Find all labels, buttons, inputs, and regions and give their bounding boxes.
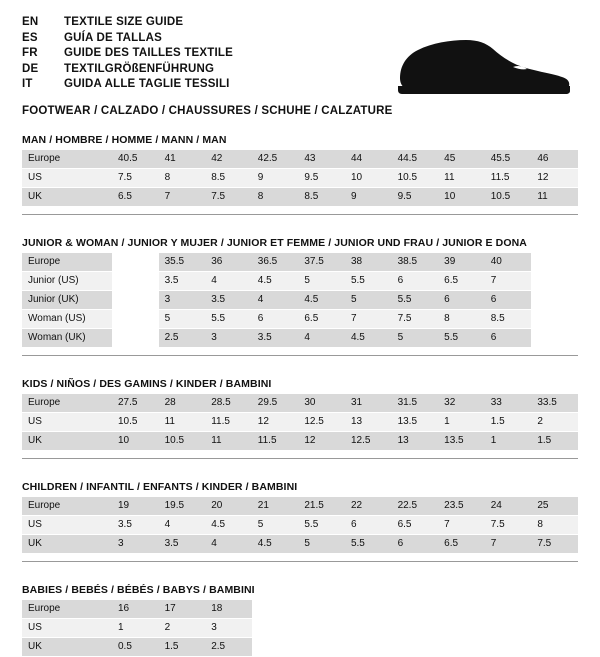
- document-header: [22, 16, 578, 117]
- cell: 7: [485, 535, 532, 554]
- cell: 10: [438, 188, 485, 207]
- cell: 11.5: [205, 413, 252, 432]
- cell: 27.5: [112, 394, 159, 413]
- cell: [345, 619, 392, 638]
- row-label: US: [22, 413, 112, 432]
- cell: 4: [298, 329, 345, 348]
- cell: [531, 329, 578, 348]
- cell: 3: [112, 535, 159, 554]
- language-code-it: IT: [22, 78, 33, 90]
- cell: 8.5: [485, 310, 532, 329]
- language-title-table: [22, 16, 233, 94]
- cell: 6: [252, 310, 299, 329]
- cell: 3: [205, 619, 252, 638]
- cell: 1: [112, 619, 159, 638]
- cell: 6.5: [438, 535, 485, 554]
- cell: 46: [531, 150, 578, 169]
- cell: 4: [205, 535, 252, 554]
- cell: 3.5: [159, 272, 206, 291]
- cell: 5: [252, 516, 299, 535]
- cell: 10.5: [112, 413, 159, 432]
- cell: 4.5: [345, 329, 392, 348]
- cell: [531, 272, 578, 291]
- cell: 13: [345, 413, 392, 432]
- table-row: [22, 432, 578, 451]
- cell: 10.5: [392, 169, 439, 188]
- cell: 45.5: [485, 150, 532, 169]
- cell: 7: [485, 272, 532, 291]
- cell: 6: [438, 291, 485, 310]
- cell: 31: [345, 394, 392, 413]
- size-block-man: [22, 134, 578, 215]
- cell: 42: [205, 150, 252, 169]
- cell: 44: [345, 150, 392, 169]
- size-table-body: [22, 150, 578, 207]
- size-block-kids: [22, 378, 578, 459]
- cell: 5: [159, 310, 206, 329]
- cell: [252, 638, 299, 657]
- cell: 32: [438, 394, 485, 413]
- cell: 2: [159, 619, 206, 638]
- category-heading: FOOTWEAR / CALZADO / CHAUSSURES / SCHUHE / CALZATURE: [22, 104, 393, 117]
- cell: [531, 600, 578, 619]
- cell: 6.5: [438, 272, 485, 291]
- cell: 12.5: [298, 413, 345, 432]
- language-title-en: TEXTILE SIZE GUIDE: [64, 16, 184, 28]
- block-divider: [22, 355, 578, 356]
- cell: 6.5: [392, 516, 439, 535]
- size-table-kids: [22, 394, 578, 451]
- cell: 1.5: [531, 432, 578, 451]
- cell: 4.5: [298, 291, 345, 310]
- cell: 5.5: [438, 329, 485, 348]
- cell: 13.5: [392, 413, 439, 432]
- cell: 6: [485, 329, 532, 348]
- cell: 6.5: [298, 310, 345, 329]
- row-label: UK: [22, 638, 112, 657]
- block-title: BABIES / BEBÉS / BÉBÉS / BABYS / BAMBINI: [22, 584, 255, 596]
- size-table-babies: [22, 600, 578, 657]
- cell: 25: [531, 497, 578, 516]
- language-row: [22, 63, 233, 79]
- cell: 8.5: [205, 169, 252, 188]
- row-label: Europe: [22, 253, 112, 272]
- cell: 19.5: [159, 497, 206, 516]
- cell: [345, 638, 392, 657]
- cell: 39: [438, 253, 485, 272]
- cell: 42.5: [252, 150, 299, 169]
- size-table-body: [22, 394, 578, 451]
- row-label: Europe: [22, 497, 112, 516]
- block-title: KIDS / NIÑOS / DES GAMINS / KINDER / BAMBINI: [22, 378, 272, 390]
- cell: [392, 619, 439, 638]
- cell: 0.5: [112, 638, 159, 657]
- row-label: UK: [22, 535, 112, 554]
- cell: 11.5: [485, 169, 532, 188]
- cell: 7: [159, 188, 206, 207]
- cell: 2.5: [159, 329, 206, 348]
- row-label: Europe: [22, 150, 112, 169]
- cell: 7: [345, 310, 392, 329]
- block-title: JUNIOR & WOMAN / JUNIOR Y MUJER / JUNIOR ET FEMME / JUNIOR UND FRAU / JUNIOR E DONA: [22, 237, 527, 249]
- cell: 37.5: [298, 253, 345, 272]
- table-row: [22, 497, 578, 516]
- cell: 5: [298, 272, 345, 291]
- language-code-en: EN: [22, 16, 39, 28]
- cell: 12: [252, 413, 299, 432]
- cell: 8: [159, 169, 206, 188]
- table-row: [22, 188, 578, 207]
- cell: 6: [392, 535, 439, 554]
- table-row: [22, 619, 578, 638]
- cell: 7: [438, 516, 485, 535]
- block-divider: [22, 458, 578, 459]
- row-label: UK: [22, 188, 112, 207]
- language-code-de: DE: [22, 62, 39, 75]
- cell: 21.5: [298, 497, 345, 516]
- cell: 8: [531, 516, 578, 535]
- table-row: [22, 310, 578, 329]
- size-table-body: [22, 497, 578, 554]
- cell: 9.5: [392, 188, 439, 207]
- cell: 40.5: [112, 150, 159, 169]
- cell: 9.5: [298, 169, 345, 188]
- block-title: CHILDREN / INFANTIL / ENFANTS / KINDER / BAMBINI: [22, 481, 298, 493]
- size-block-junior-woman: [22, 237, 578, 356]
- cell: [112, 253, 159, 272]
- size-table-body: [22, 253, 578, 348]
- cell: [345, 600, 392, 619]
- cell: [531, 619, 578, 638]
- cell: 7.5: [112, 169, 159, 188]
- cell: [485, 638, 532, 657]
- cell: 5.5: [392, 291, 439, 310]
- cell: 22: [345, 497, 392, 516]
- size-block-children: [22, 481, 578, 562]
- cell: 8.5: [298, 188, 345, 207]
- cell: 8: [438, 310, 485, 329]
- cell: 12: [531, 169, 578, 188]
- cell: 5.5: [345, 272, 392, 291]
- size-table-man: [22, 150, 578, 207]
- cell: 6.5: [112, 188, 159, 207]
- row-label: Woman (US): [22, 310, 112, 329]
- cell: 21: [252, 497, 299, 516]
- table-row: [22, 169, 578, 188]
- cell: 33.5: [531, 394, 578, 413]
- cell: 4.5: [252, 535, 299, 554]
- table-row: [22, 638, 578, 657]
- cell: 28: [159, 394, 206, 413]
- cell: 11: [438, 169, 485, 188]
- table-row: [22, 253, 578, 272]
- cell: 5.5: [345, 535, 392, 554]
- cell: 5: [392, 329, 439, 348]
- cell: 5: [298, 535, 345, 554]
- cell: 2: [531, 413, 578, 432]
- block-divider: [22, 214, 578, 215]
- cell: 6: [485, 291, 532, 310]
- cell: [531, 291, 578, 310]
- cell: 11: [531, 188, 578, 207]
- size-block-babies: [22, 584, 578, 657]
- table-row: [22, 535, 578, 554]
- language-title-it: GUIDA ALLE TAGLIE TESSILI: [64, 78, 230, 90]
- cell: 24: [485, 497, 532, 516]
- language-title-es: GUÍA DE TALLAS: [64, 31, 162, 44]
- cell: 3.5: [252, 329, 299, 348]
- table-row: [22, 291, 578, 310]
- cell: 19: [112, 497, 159, 516]
- row-label: Europe: [22, 394, 112, 413]
- cell: 6: [392, 272, 439, 291]
- language-title-body: [22, 16, 233, 94]
- cell: [112, 291, 159, 310]
- cell: [298, 619, 345, 638]
- cell: 17: [159, 600, 206, 619]
- cell: 40: [485, 253, 532, 272]
- cell: [112, 272, 159, 291]
- table-row: [22, 413, 578, 432]
- cell: [485, 600, 532, 619]
- cell: 7.5: [392, 310, 439, 329]
- cell: 43: [298, 150, 345, 169]
- cell: [531, 310, 578, 329]
- language-row: [22, 16, 233, 32]
- cell: 41: [159, 150, 206, 169]
- language-title-de: TEXTILGRÖßENFÜHRUNG: [64, 62, 215, 75]
- cell: [298, 638, 345, 657]
- cell: 5.5: [205, 310, 252, 329]
- cell: 3: [205, 329, 252, 348]
- row-label: Junior (UK): [22, 291, 112, 310]
- cell: [438, 638, 485, 657]
- language-row: [22, 47, 233, 63]
- cell: 4: [252, 291, 299, 310]
- dress-shoe-icon: [392, 34, 572, 96]
- cell: 29.5: [252, 394, 299, 413]
- cell: [531, 638, 578, 657]
- cell: 30: [298, 394, 345, 413]
- cell: [252, 619, 299, 638]
- cell: 38: [345, 253, 392, 272]
- cell: 7.5: [531, 535, 578, 554]
- cell: 3.5: [112, 516, 159, 535]
- cell: [112, 329, 159, 348]
- row-label: US: [22, 619, 112, 638]
- block-title: MAN / HOMBRE / HOMME / MANN / MAN: [22, 134, 227, 146]
- cell: [392, 600, 439, 619]
- cell: 7.5: [485, 516, 532, 535]
- cell: 36.5: [252, 253, 299, 272]
- cell: [298, 600, 345, 619]
- cell: 6: [345, 516, 392, 535]
- row-label: Europe: [22, 600, 112, 619]
- table-row: [22, 516, 578, 535]
- cell: [485, 619, 532, 638]
- cell: 1.5: [159, 638, 206, 657]
- language-title-fr: GUIDE DES TAILLES TEXTILE: [64, 47, 233, 59]
- cell: 31.5: [392, 394, 439, 413]
- row-label: UK: [22, 432, 112, 451]
- cell: 9: [345, 188, 392, 207]
- cell: 13.5: [438, 432, 485, 451]
- table-row: [22, 394, 578, 413]
- cell: 16: [112, 600, 159, 619]
- cell: 4.5: [252, 272, 299, 291]
- cell: 2.5: [205, 638, 252, 657]
- cell: 4: [159, 516, 206, 535]
- cell: 44.5: [392, 150, 439, 169]
- cell: 10: [345, 169, 392, 188]
- cell: 11: [205, 432, 252, 451]
- language-row: [22, 78, 233, 94]
- row-label: Junior (US): [22, 272, 112, 291]
- cell: 22.5: [392, 497, 439, 516]
- cell: 1.5: [485, 413, 532, 432]
- cell: 13: [392, 432, 439, 451]
- cell: 10.5: [159, 432, 206, 451]
- cell: 10.5: [485, 188, 532, 207]
- language-code-es: ES: [22, 31, 38, 44]
- cell: [438, 600, 485, 619]
- cell: 3.5: [205, 291, 252, 310]
- cell: 36: [205, 253, 252, 272]
- cell: 3.5: [159, 535, 206, 554]
- cell: [531, 253, 578, 272]
- cell: 8: [252, 188, 299, 207]
- block-divider: [22, 561, 578, 562]
- table-row: [22, 329, 578, 348]
- cell: 5.5: [298, 516, 345, 535]
- size-table-body: [22, 600, 578, 657]
- cell: 35.5: [159, 253, 206, 272]
- cell: 1: [438, 413, 485, 432]
- language-row: [22, 32, 233, 48]
- cell: 12: [298, 432, 345, 451]
- cell: 18: [205, 600, 252, 619]
- cell: 5: [345, 291, 392, 310]
- cell: 20: [205, 497, 252, 516]
- cell: [252, 600, 299, 619]
- size-table-junior-woman: [22, 253, 578, 348]
- cell: 45: [438, 150, 485, 169]
- cell: [392, 638, 439, 657]
- cell: 33: [485, 394, 532, 413]
- cell: 23.5: [438, 497, 485, 516]
- cell: 9: [252, 169, 299, 188]
- cell: 38.5: [392, 253, 439, 272]
- cell: 11.5: [252, 432, 299, 451]
- cell: 10: [112, 432, 159, 451]
- cell: 4.5: [205, 516, 252, 535]
- table-row: [22, 150, 578, 169]
- row-label: US: [22, 516, 112, 535]
- table-row: [22, 600, 578, 619]
- cell: 7.5: [205, 188, 252, 207]
- cell: [438, 619, 485, 638]
- cell: 11: [159, 413, 206, 432]
- cell: 3: [159, 291, 206, 310]
- row-label: Woman (UK): [22, 329, 112, 348]
- table-row: [22, 272, 578, 291]
- cell: 1: [485, 432, 532, 451]
- language-code-fr: FR: [22, 47, 38, 59]
- cell: 12.5: [345, 432, 392, 451]
- cell: [112, 310, 159, 329]
- size-table-children: [22, 497, 578, 554]
- cell: 4: [205, 272, 252, 291]
- row-label: US: [22, 169, 112, 188]
- cell: 28.5: [205, 394, 252, 413]
